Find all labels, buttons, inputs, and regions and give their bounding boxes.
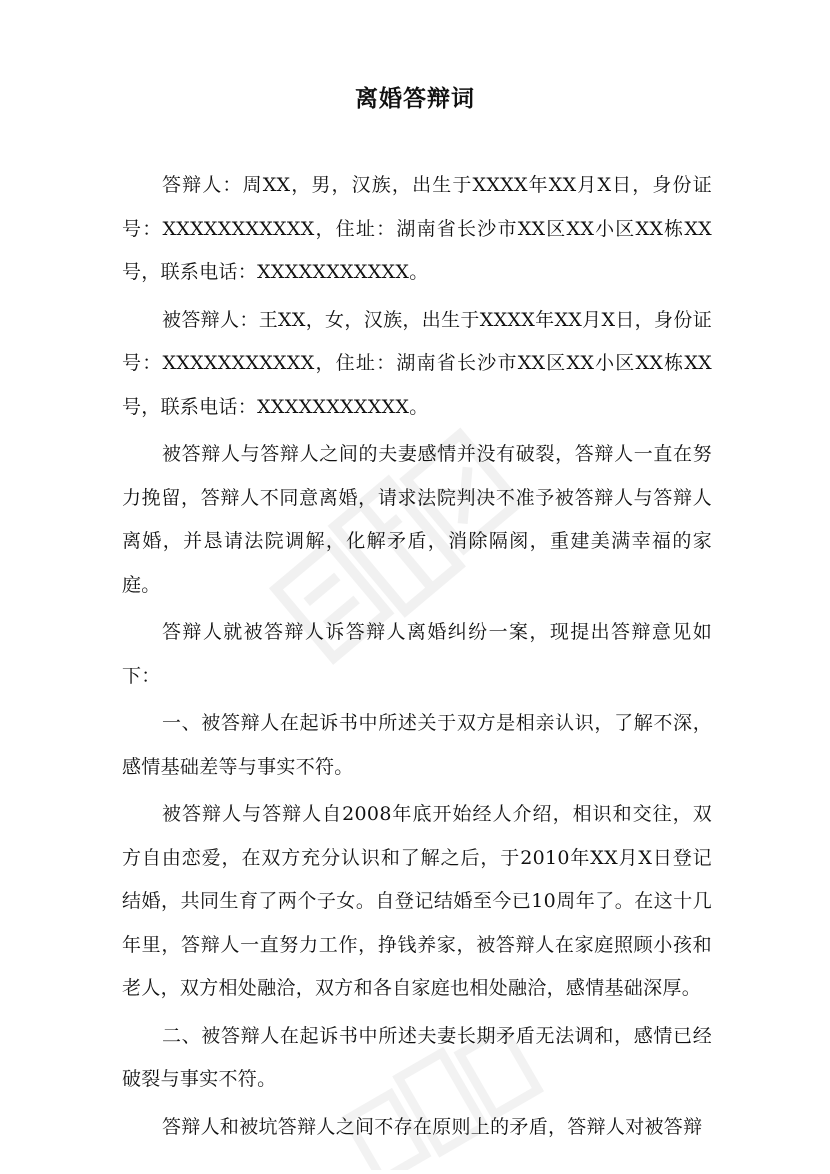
paragraph-request: 被答辩人与答辩人之间的夫妻感情并没有破裂，答辩人一直在努力挽留，答辩人不同意离婚，请求法院判决不准予被答辩人与答辩人离婚，并恳请法院调解，化解矛盾，消除隔阂，重建美满幸福的家庭。	[122, 443, 712, 596]
paragraph-point-one: 一、被答辩人在起诉书中所述关于双方是相亲认识，了解不深，感情基础差等与事实不符。	[122, 712, 712, 778]
document-title: 离婚答辩词	[355, 86, 475, 112]
paragraph-respondent-info: 答辩人：周XX，男，汉族，出生于XXXX年XX月X日，身份证号：XXXXXXXXXXX，住址：湖南省长沙市XX区XX小区XX栋XX号，联系电话：XXXXXXXXXXX。	[122, 174, 712, 283]
paragraph-point-two-detail: 答辩人和被坑答辩人之间不存在原则上的矛盾，答辩人对被答辩	[162, 1115, 703, 1138]
document-body	[122, 164, 712, 1153]
paragraph-point-one-detail: 被答辩人与答辩人自2008年底开始经人介绍，相识和交往，双方自由恋爱，在双方充分认识和了解之后，于2010年XX月X日登记结婚，共同生育了两个子女。自登记结婚至今已10周年了。在这十几年里，答辩人一直努力工作，挣钱养家，被答辩人在家庭照顾小孩和老人，双方相处融洽，双方和各自家庭也相处融洽，感情基础深厚。	[122, 803, 712, 999]
paragraph-point-two: 二、被答辩人在起诉书中所述夫妻长期矛盾无法调和，感情已经破裂与事实不符。	[122, 1024, 712, 1090]
paragraph-intro: 答辩人就被答辩人诉答辩人离婚纠纷一案，现提出答辩意见如下：	[122, 621, 712, 687]
paragraph-plaintiff-info: 被答辩人：王XX，女，汉族，出生于XXXX年XX月X日，身份证号：XXXXXXXXXXX，住址：湖南省长沙市XX区XX小区XX栋XX号，联系电话：XXXXXXXXXXX。	[122, 308, 712, 418]
